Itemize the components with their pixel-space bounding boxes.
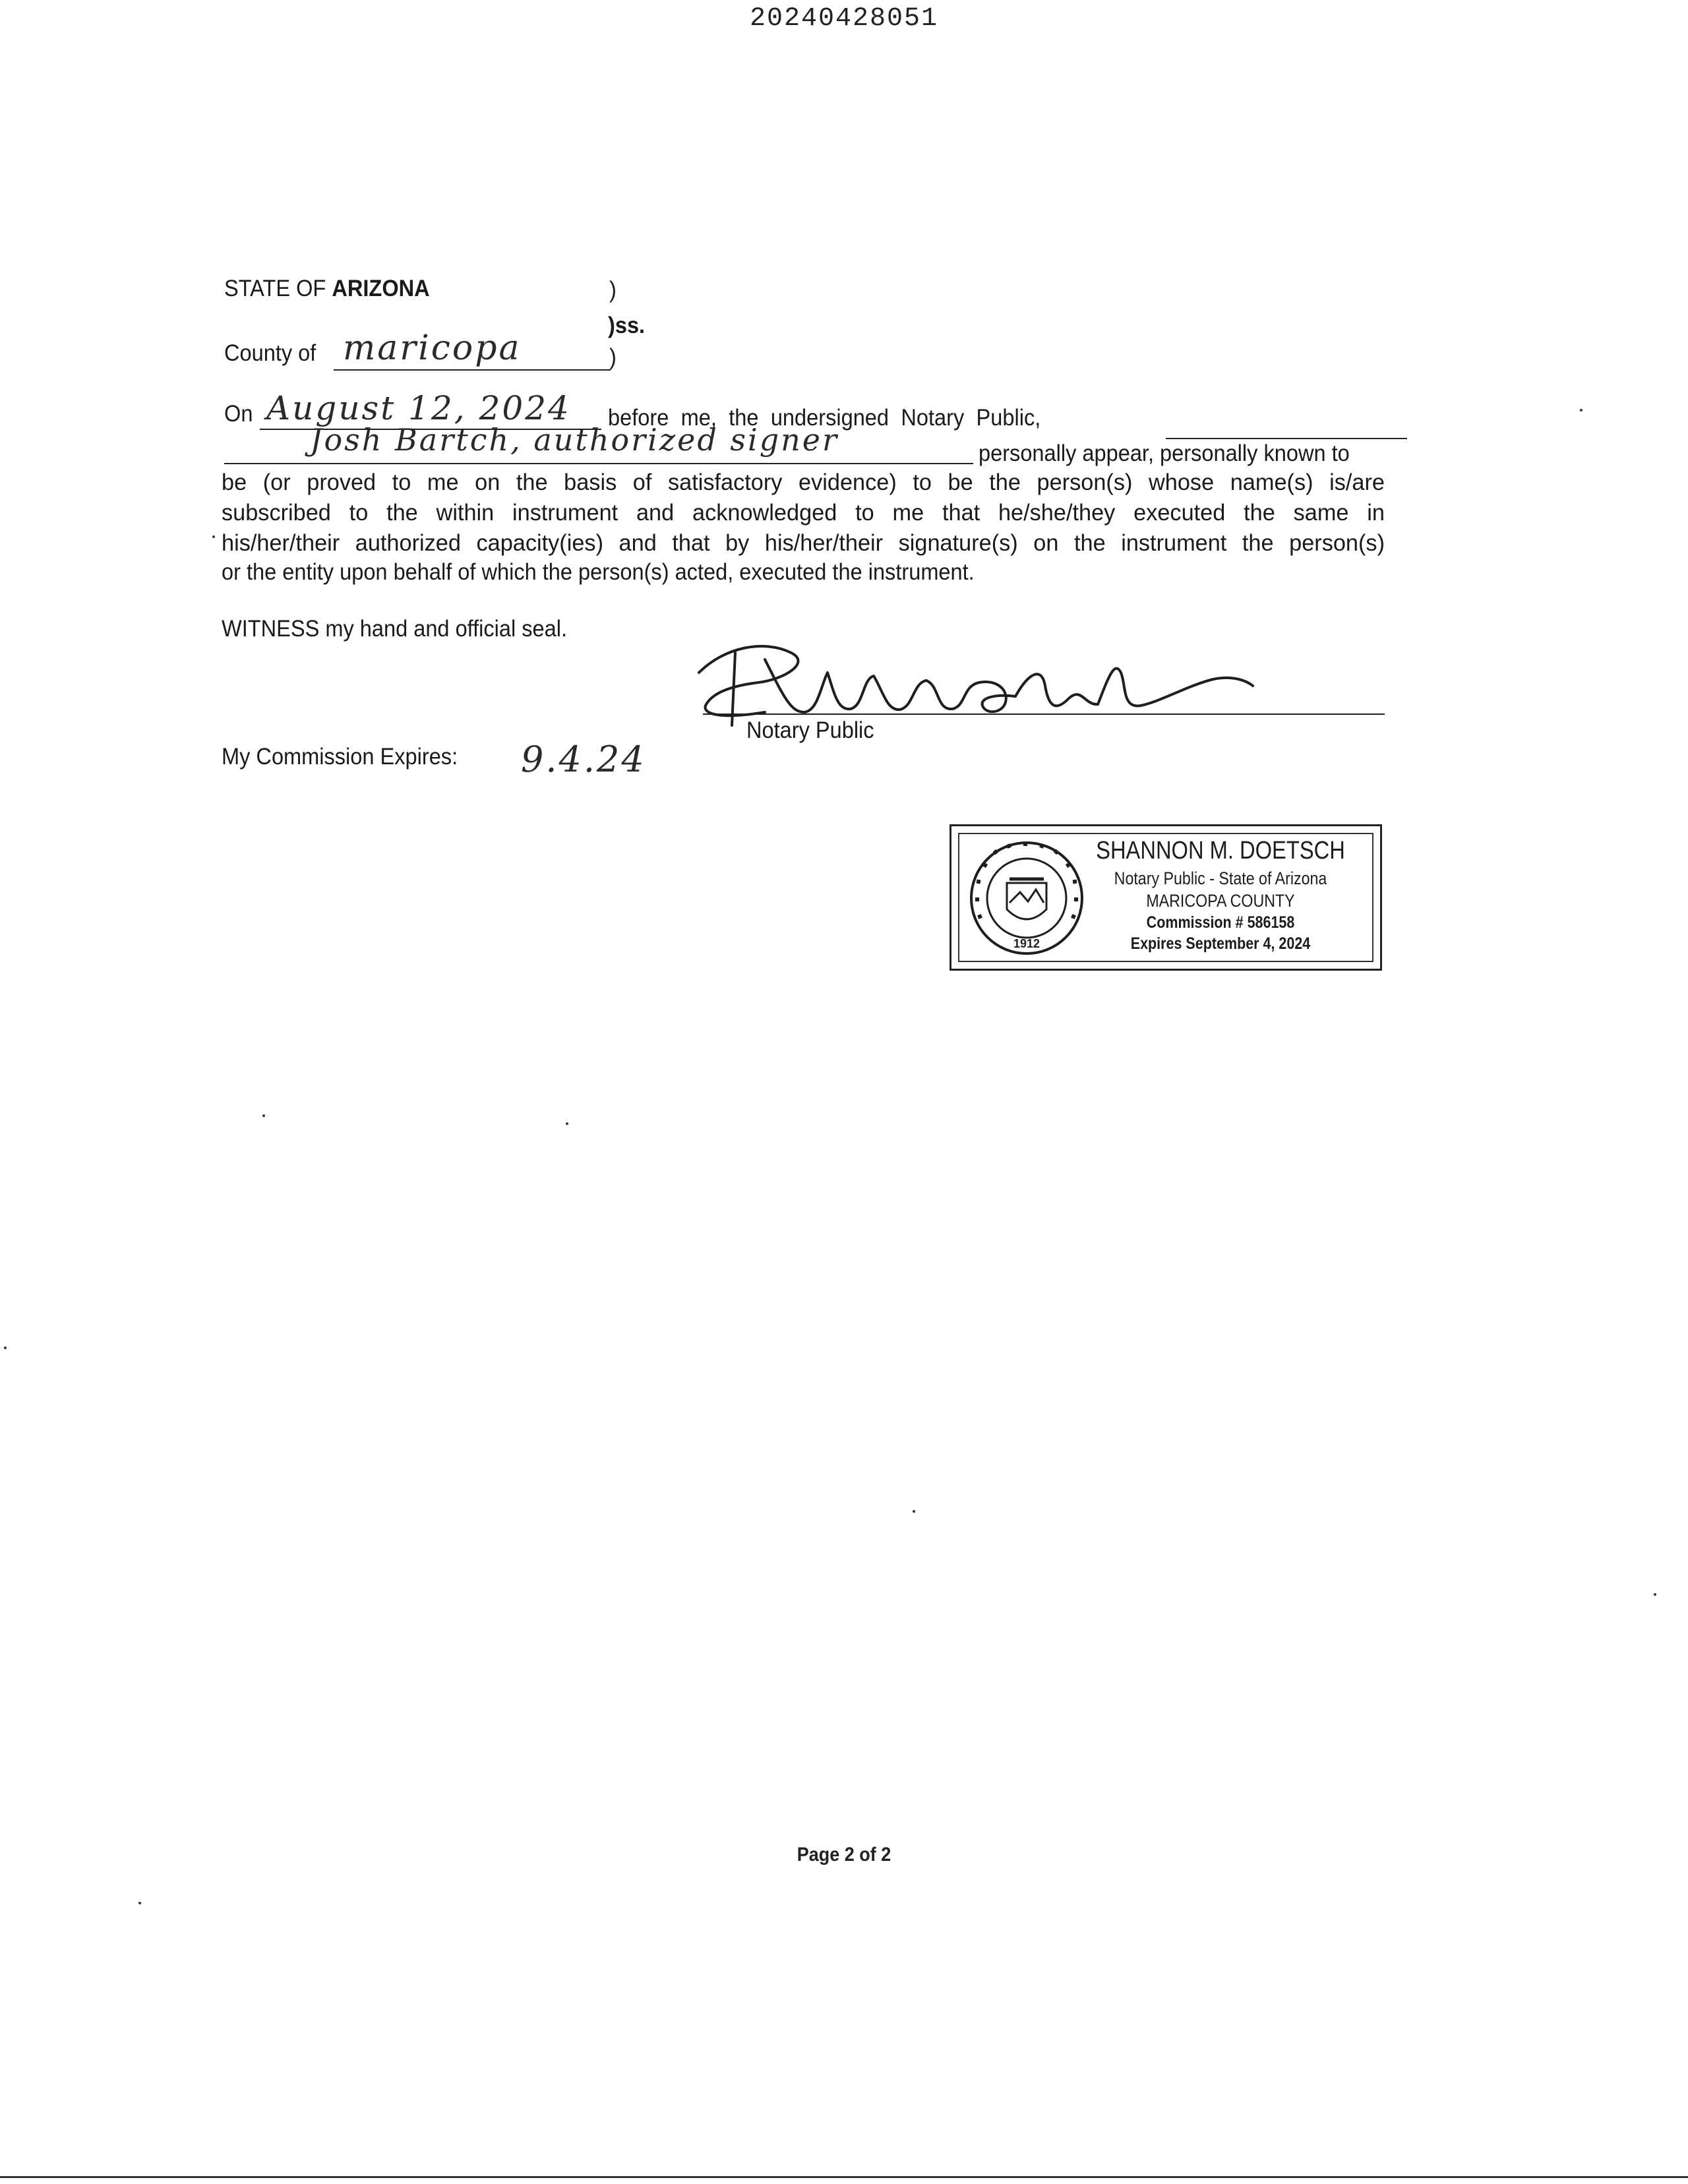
- scan-speck: [913, 1510, 915, 1513]
- state-line: [224, 276, 430, 302]
- stamp-commission-number: Commission # 586158: [1146, 913, 1295, 932]
- scan-speck: [4, 1347, 7, 1349]
- bottom-scan-edge: [0, 2176, 1688, 2178]
- state-prefix: STATE OF: [224, 276, 326, 301]
- venue-paren-top: ): [609, 277, 617, 303]
- acknowledgment-line1: before me, the undersigned Notary Public,: [608, 405, 1041, 431]
- scan-speck: [1580, 409, 1582, 411]
- state-name: ARIZONA: [332, 276, 430, 301]
- scan-speck: [1654, 1593, 1656, 1596]
- page-number: Page 2 of 2: [797, 1844, 891, 1866]
- stamp-title: Notary Public - State of Arizona: [1114, 868, 1327, 888]
- stamp-expires: Expires September 4, 2024: [1130, 934, 1311, 953]
- county-underline: [334, 369, 611, 371]
- venue-paren-bottom: ): [609, 344, 617, 370]
- ss-label: )ss.: [608, 313, 646, 338]
- on-label: On: [224, 401, 253, 427]
- acknowledgment-line5: his/her/their authorized capacity(ies) and that by his/her/their signature(s) on the instrument the person(s): [222, 530, 1385, 556]
- witness-statement: WITNESS my hand and official seal.: [222, 616, 568, 642]
- signer-name-underline: [224, 463, 973, 464]
- commission-expires-handwritten: 9.4.24: [521, 739, 646, 780]
- acknowledgment-date-handwritten: August 12, 2024: [266, 389, 571, 427]
- scan-speck: [262, 1114, 265, 1117]
- stamp-notary-name: SHANNON M. DOETSCH: [1096, 837, 1345, 864]
- acknowledgment-line6: or the entity upon behalf of which the person(s) acted, executed the instrument.: [222, 559, 975, 585]
- document-number: 20240428051: [749, 4, 939, 34]
- notary-public-label: Notary Public: [746, 717, 874, 743]
- commission-expires-label: My Commission Expires:: [222, 744, 458, 770]
- county-handwritten: maricopa: [343, 328, 522, 368]
- acknowledgment-line3: be (or proved to me on the basis of satisfactory evidence) to be the person(s) whose name(s) is/are: [222, 470, 1385, 495]
- stamp-county: MARICOPA COUNTY: [1146, 891, 1295, 911]
- acknowledgment-line4: subscribed to the within instrument and acknowledged to me that he/she/they executed the same in: [222, 500, 1385, 526]
- notary-name-blank: [1166, 438, 1407, 439]
- notary-stamp: [950, 824, 1382, 971]
- signature-line: [703, 713, 1385, 715]
- scan-speck: [566, 1122, 568, 1125]
- state-seal-icon: [967, 837, 1086, 959]
- signer-name-handwritten: Josh Bartch, authorized signer: [310, 422, 839, 458]
- county-label: County of: [224, 340, 316, 366]
- scan-speck: [212, 535, 215, 538]
- seal-year: 1912: [1013, 937, 1040, 950]
- scan-speck: [138, 1902, 141, 1904]
- acknowledgment-line2: personally appear, personally known to: [979, 440, 1350, 466]
